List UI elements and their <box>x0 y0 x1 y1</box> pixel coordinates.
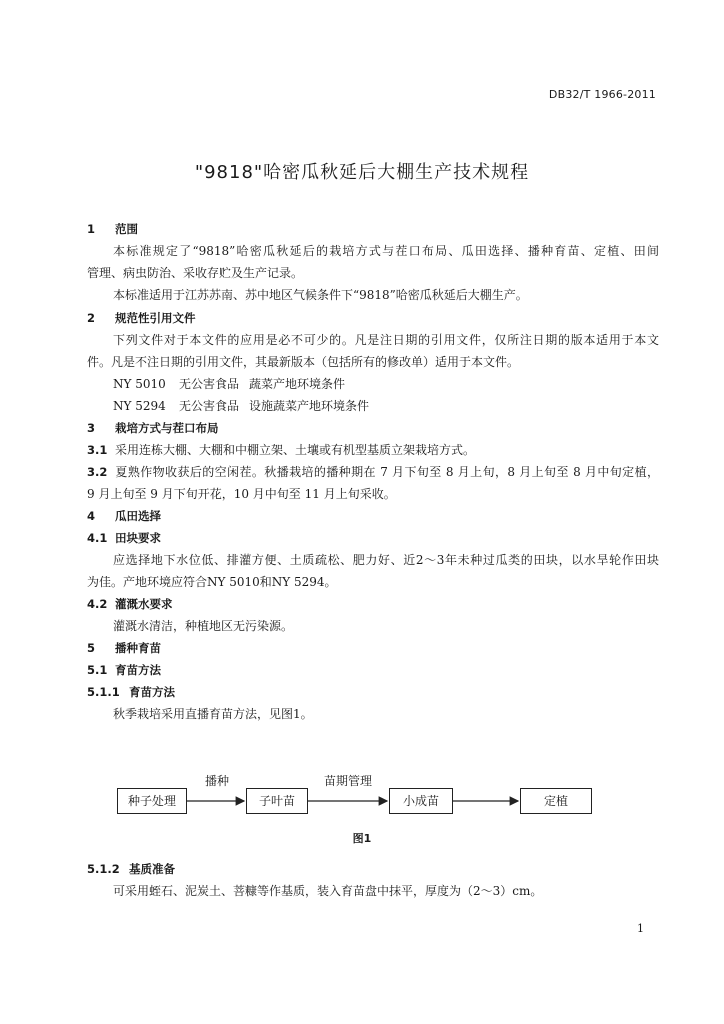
section-title: 播种育苗 <box>115 641 161 655</box>
section-heading-4 <box>87 508 659 524</box>
document-title: "9818"哈密瓜秋延后大棚生产技术规程 <box>194 162 530 183</box>
clause-number: 3.2 <box>87 465 108 479</box>
paragraph-line: 秋季栽培采用直播育苗方法，见图1。 <box>113 707 313 721</box>
paragraph-line: 下列文件对于本文件的应用是必不可少的。凡是注日期的引用文件，仅所注日期的版本适用于本文 <box>113 333 659 347</box>
section-title: 田块要求 <box>115 531 161 545</box>
section-title: 瓜田选择 <box>115 509 161 523</box>
section-heading-2 <box>87 310 659 326</box>
clause-number: 3.1 <box>87 443 108 457</box>
reference-code: NY 5010 <box>113 377 166 391</box>
clause-text: 采用连栋大棚、大棚和中棚立架、土壤或有机型基质立架栽培方式。 <box>115 443 476 457</box>
flow-box-small-seedling: 小成苗 <box>389 788 453 814</box>
section-title: 范围 <box>115 222 138 236</box>
section-number: 5.1 <box>87 663 108 677</box>
section-number: 4.2 <box>87 597 108 611</box>
arrow-label-seedling-management: 苗期管理 <box>324 774 373 788</box>
section-number: 5 <box>87 641 96 655</box>
paragraph-line: 可采用蛭石、泥炭土、菩糠等作基质，装入育苗盘中抹平，厚度为（2～3）cm。 <box>113 884 543 898</box>
paragraph-line: 件。凡是不注日期的引用文件，其最新版本（包括所有的修改单）适用于本文件。 <box>87 355 520 369</box>
section-number: 4 <box>87 509 96 523</box>
clause-3-1 <box>87 442 659 458</box>
section-number: 5.1.2 <box>87 862 120 876</box>
section-number: 1 <box>87 222 96 236</box>
reference-item <box>113 398 659 414</box>
subsection-heading-4-1 <box>87 530 659 546</box>
section-number: 5.1.1 <box>87 685 120 699</box>
reference-category: 无公害食品 <box>179 399 240 413</box>
section-title: 规范性引用文件 <box>115 311 196 325</box>
subsection-heading-5-1 <box>87 662 659 678</box>
page-number: 1 <box>637 922 644 935</box>
section-number: 4.1 <box>87 531 108 545</box>
paragraph-line: 9 月上旬至 9 月下旬开花，10 月中旬至 11 月上旬采收。 <box>87 487 396 501</box>
standard-code: DB32/T 1966-2011 <box>548 88 656 101</box>
figure-caption: 图1 <box>352 832 372 845</box>
reference-item <box>113 376 659 392</box>
flow-box-transplant: 定植 <box>520 788 592 814</box>
clause-text: 夏熟作物收获后的空闲茬。秋播栽培的播种期在 7 月下旬至 8 月上旬，8 月上旬至 8 月中旬定植， <box>115 465 659 479</box>
section-title: 基质准备 <box>129 862 175 876</box>
reference-title: 设施蔬菜产地环境条件 <box>249 399 370 413</box>
reference-category: 无公害食品 <box>179 377 240 391</box>
paragraph-line: 管理、病虫防治、采收存贮及生产记录。 <box>87 266 304 280</box>
section-heading-3 <box>87 420 659 436</box>
section-number: 3 <box>87 421 96 435</box>
subsection-heading-5-1-1 <box>87 684 659 700</box>
section-title: 育苗方法 <box>115 663 161 677</box>
section-heading-1 <box>87 221 659 237</box>
paragraph-line: 为佳。产地环境应符合NY 5010和NY 5294。 <box>87 575 337 589</box>
paragraph-line: 本标准规定了“9818”哈密瓜秋延后的栽培方式与茬口布局、瓜田选择、播种育苗、定植、田间 <box>113 244 659 258</box>
reference-title: 蔬菜产地环境条件 <box>249 377 346 391</box>
section-number: 2 <box>87 311 96 325</box>
arrow-label-sowing: 播种 <box>205 774 230 788</box>
subsection-heading-5-1-2 <box>87 861 659 877</box>
flow-box-cotyledon-seedling: 子叶苗 <box>246 788 308 814</box>
section-title: 栽培方式与茬口布局 <box>115 421 219 435</box>
subsection-heading-4-2 <box>87 596 659 612</box>
section-title: 灌溉水要求 <box>115 597 173 611</box>
paragraph-line: 应选择地下水位低、排灌方便、土质疏松、肥力好、近2～3年未种过瓜类的田块，以水旱轮作田块 <box>113 553 659 567</box>
flow-box-seed-treatment: 种子处理 <box>117 788 187 814</box>
section-heading-5 <box>87 640 659 656</box>
section-title: 育苗方法 <box>129 685 175 699</box>
paragraph-line: 本标准适用于江苏苏南、苏中地区气候条件下“9818”哈密瓜秋延后大棚生产。 <box>113 288 528 302</box>
flow-arrows <box>0 770 724 860</box>
flow-diagram <box>0 770 724 860</box>
reference-code: NY 5294 <box>113 399 166 413</box>
clause-3-2 <box>87 464 659 480</box>
paragraph-line: 灌溉水清洁，种植地区无污染源。 <box>113 619 294 633</box>
